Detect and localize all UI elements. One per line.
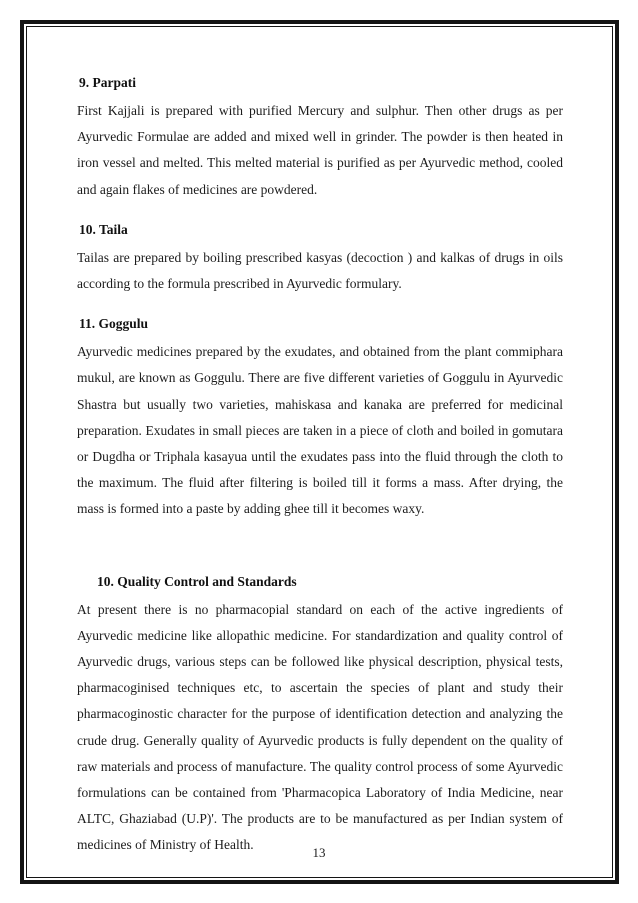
section-paragraph: Tailas are prepared by boiling prescribed kasyas (decoction ) and kalkas of drugs in oils according to the formula prescribed in Ayurvedic formulary. <box>77 249 563 292</box>
section-goggulu <box>77 311 563 522</box>
section-heading: 10. Quality Control and Standards <box>97 573 297 589</box>
section-taila <box>77 217 563 297</box>
section-heading: 10. Taila <box>79 221 128 237</box>
section-paragraph: At present there is no pharmacopial standard on each of the active ingredients of Ayurvedic medicine like allopathic medicine. For standardization and quality control of Ayurvedic drugs, various steps can be followed like physical description, physical tests, pharmacoginised techniques etc, to ascertain the species of plant and study their pharmacoginostic character for the purpose of identification detection and analyzing the crude drug. Generally quality of Ayurvedic products is fully dependent on the quality of raw materials and process of manufacture. The quality control process of some Ayurvedic formulations can be contained from 'Pharmacopica Laboratory of India Medicine, near ALTC, Ghaziabad (U.P)'. The products are to be manufactured as per Indian system of medicines of Ministry of Health. <box>77 601 563 853</box>
section-paragraph: Ayurvedic medicines prepared by the exudates, and obtained from the plant commiphara mukul, are known as Goggulu. There are five different varieties of Goggulu in Ayurvedic Shastra but usually two varieties, mahiskasa and kanaka are preferred for medicinal preparation. Exudates in small pieces are taken in a piece of cloth and boiled in gomutara or Dugdha or Triphala kasayua until the exudates pass into the fluid through the cloth to the maximum. The fluid after filtering is boiled till it forms a mass. After drying, the mass is formed into a paste by adding ghee till it becomes waxy. <box>77 344 563 517</box>
section-quality-control <box>77 569 563 859</box>
section-paragraph: First Kajjali is prepared with purified Mercury and sulphur. Then other drugs as per Ayurvedic Formulae are added and mixed well in grinder. The powder is then heated in iron vessel and melted. This melted material is purified as per Ayurvedic method, cooled and again flakes of medicines are powdered. <box>77 103 563 197</box>
document-content <box>77 70 563 873</box>
section-parpati <box>77 70 563 203</box>
section-heading: 9. Parpati <box>79 75 136 90</box>
section-heading: 11. Goggulu <box>79 316 149 332</box>
page-number: 13 <box>312 845 326 860</box>
